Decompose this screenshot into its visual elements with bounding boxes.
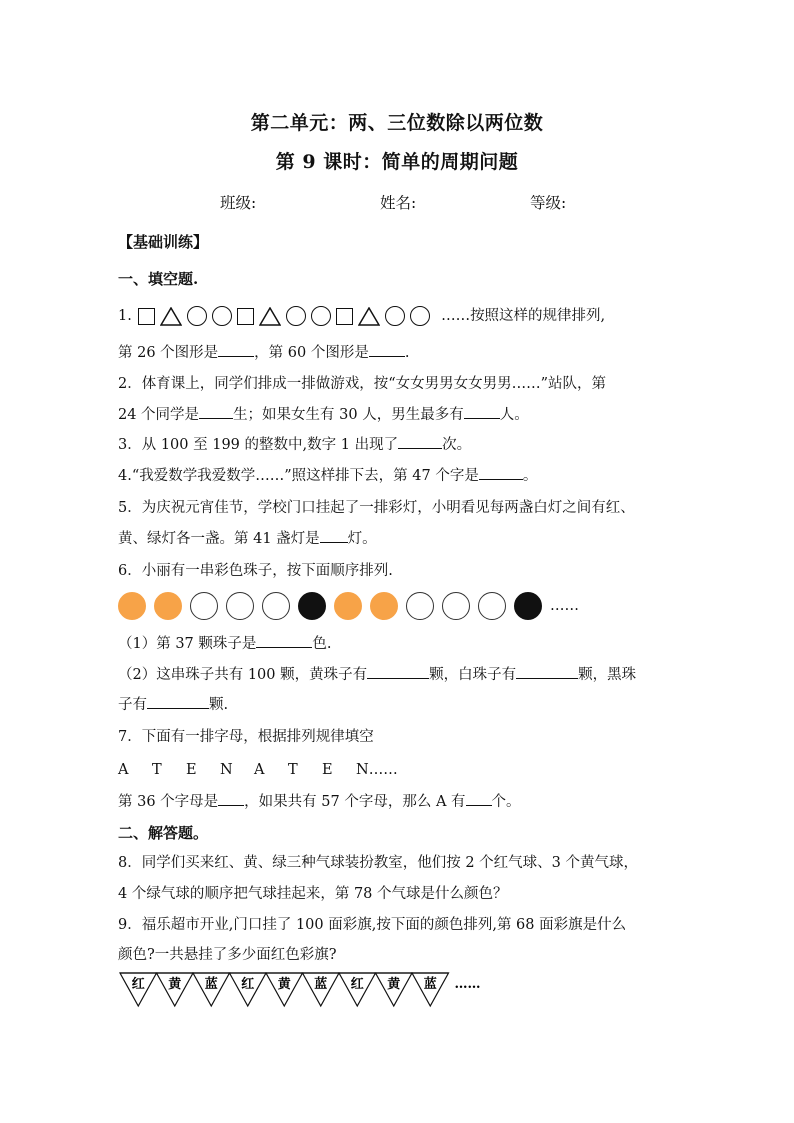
square-shape xyxy=(138,308,155,325)
q4-text-a: 4.“我爱数学我爱数学……”照这样排下去，第 47 个字是 xyxy=(118,468,479,484)
q4-blank[interactable] xyxy=(479,465,523,480)
q6-line1: 6．小丽有一串彩色珠子，按下面顺序排列. xyxy=(118,563,393,579)
flag-label: 红 xyxy=(241,977,255,992)
q2-text-a: 24 个同学是 xyxy=(118,407,200,423)
q1-text-b: ，第 60 个图形是 xyxy=(254,345,369,361)
letter: A xyxy=(254,762,265,778)
q9-flag-sequence xyxy=(118,972,498,1010)
flag-label: 黄 xyxy=(277,977,291,992)
flag-label: 蓝 xyxy=(423,977,437,992)
q3-text-b: 次。 xyxy=(442,437,472,453)
unit-title: 第二单元：两、三位数除以两位数 xyxy=(250,112,544,134)
part1-title: 一、填空题. xyxy=(118,270,199,288)
white-bead xyxy=(226,592,254,620)
circle-shape xyxy=(187,306,207,326)
q5-text-b: 灯。 xyxy=(347,531,377,547)
q5-text-a: 黄、绿灯各一盏。第 41 盏灯是 xyxy=(118,531,320,547)
flag-label: 蓝 xyxy=(204,977,218,992)
q1-blank-60[interactable] xyxy=(369,342,405,357)
letter: E xyxy=(186,762,197,778)
q1-line2 xyxy=(118,342,409,363)
q4-text-b: 。 xyxy=(522,468,538,484)
yellow-bead xyxy=(154,592,182,620)
flag-label: 红 xyxy=(350,977,364,992)
q7-letter-sequence xyxy=(118,760,398,780)
q3-text-a: 3．从 100 至 199 的整数中,数字 1 出现了 xyxy=(118,437,399,453)
square-shape xyxy=(336,308,353,325)
q7-blank-count[interactable] xyxy=(466,791,492,806)
white-bead xyxy=(442,592,470,620)
q7-blank-36[interactable] xyxy=(218,791,244,806)
q7-text-b: ，如果共有 57 个字母，那么 A 有 xyxy=(244,794,466,810)
yellow-bead xyxy=(118,592,146,620)
q6-sub2-cont xyxy=(118,694,228,715)
q1-after-text: ……按照这样的规律排列, xyxy=(441,308,606,324)
q6-sub2-text-a: （2）这串珠子共有 100 颗，黄珠子有 xyxy=(118,667,368,683)
q7-text-a: 第 36 个字母是 xyxy=(118,794,219,810)
q1-text-c: . xyxy=(404,345,410,361)
black-bead xyxy=(514,592,542,620)
q2-blank-gender[interactable] xyxy=(199,404,233,419)
q6-sub1-text-a: （1）第 37 颗珠子是 xyxy=(118,636,257,652)
q5-line1: 5．为庆祝元宵佳节，学校门口挂起了一排彩灯，小明看见每两盏白灯之间有红、 xyxy=(118,500,635,516)
q6-sub2 xyxy=(118,664,636,685)
q3-blank[interactable] xyxy=(398,434,442,449)
q7-line1: 7．下面有一排字母，根据排列规律填空 xyxy=(118,729,374,745)
triangle-shape xyxy=(259,307,281,326)
q6-blank-black[interactable] xyxy=(147,694,209,709)
q7-line3 xyxy=(118,791,521,812)
yellow-bead xyxy=(334,592,362,620)
circle-shape xyxy=(286,306,306,326)
q9-line1: 9．福乐超市开业,门口挂了 100 面彩旗,按下面的颜色排列,第 68 面彩旗是什么 xyxy=(118,917,627,933)
q2-text-b: 生；如果女生有 30 人，男生最多有 xyxy=(233,407,464,423)
q2-text-c: 人。 xyxy=(499,407,529,423)
class-label: 班级: xyxy=(220,194,257,212)
part2-title: 二、解答题。 xyxy=(118,824,209,842)
white-bead xyxy=(262,592,290,620)
q1-number: 1. xyxy=(118,308,132,324)
white-bead xyxy=(478,592,506,620)
q6-sub1 xyxy=(118,633,332,654)
flags-ellipsis: …… xyxy=(454,977,481,992)
q8-line1: 8．同学们买来红、黄、绿三种气球装扮教室，他们按 2 个红气球、3 个黄气球， xyxy=(118,855,639,871)
q1-shape-sequence xyxy=(138,306,430,326)
white-bead xyxy=(406,592,434,620)
letter: T xyxy=(152,762,162,778)
name-label: 姓名: xyxy=(380,194,417,212)
q2-line2 xyxy=(118,404,529,425)
grade-label: 等级: xyxy=(530,194,567,212)
black-bead xyxy=(298,592,326,620)
section-basic-training: 【基础训练】 xyxy=(118,233,209,251)
q9-line2: 颜色?一共悬挂了多少面红色彩旗? xyxy=(118,947,337,963)
letter: T xyxy=(288,762,298,778)
q6-blank-white[interactable] xyxy=(516,664,578,679)
square-shape xyxy=(237,308,254,325)
q2-blank-boys[interactable] xyxy=(464,404,500,419)
beads-ellipsis: …… xyxy=(550,598,579,614)
flag-label: 黄 xyxy=(387,977,401,992)
q1-blank-26[interactable] xyxy=(218,342,254,357)
circle-shape xyxy=(311,306,331,326)
q6-bead-sequence xyxy=(118,592,579,620)
triangle-shape xyxy=(160,307,182,326)
q6-blank-yellow[interactable] xyxy=(367,664,429,679)
q6-sub2-text-e: 颗. xyxy=(209,697,229,713)
letter: N…… xyxy=(356,762,398,778)
q6-sub2-text-c: 颗，黑珠 xyxy=(578,667,637,683)
circle-shape xyxy=(410,306,430,326)
circle-shape xyxy=(385,306,405,326)
triangle-shape xyxy=(358,307,380,326)
q6-sub2-text-d: 子有 xyxy=(118,697,147,713)
q6-sub1-text-b: 色. xyxy=(312,636,332,652)
white-bead xyxy=(190,592,218,620)
q5-line2 xyxy=(118,528,377,549)
q6-sub2-text-b: 颗，白珠子有 xyxy=(429,667,517,683)
q5-blank[interactable] xyxy=(320,528,348,543)
q3-line xyxy=(118,434,471,455)
q6-blank-color[interactable] xyxy=(256,633,312,648)
circle-shape xyxy=(212,306,232,326)
flag-label: 黄 xyxy=(168,977,182,992)
q7-text-c: 个。 xyxy=(491,794,521,810)
lesson-title: 第 9 课时：简单的周期问题 xyxy=(275,151,519,173)
q4-line xyxy=(118,465,537,486)
yellow-bead xyxy=(370,592,398,620)
letter: A xyxy=(118,762,129,778)
letter: E xyxy=(322,762,333,778)
q2-line1: 2．体育课上，同学们排成一排做游戏，按“女女男男女女男男……”站队，第 xyxy=(118,376,607,392)
letter: N xyxy=(220,762,233,778)
q1-line1 xyxy=(118,306,605,326)
q1-text-a: 第 26 个图形是 xyxy=(118,345,219,361)
q8-line2: 4 个绿气球的顺序把气球挂起来，第 78 个气球是什么颜色？ xyxy=(118,886,508,902)
flag-label: 红 xyxy=(131,977,145,992)
flag-label: 蓝 xyxy=(314,977,328,992)
